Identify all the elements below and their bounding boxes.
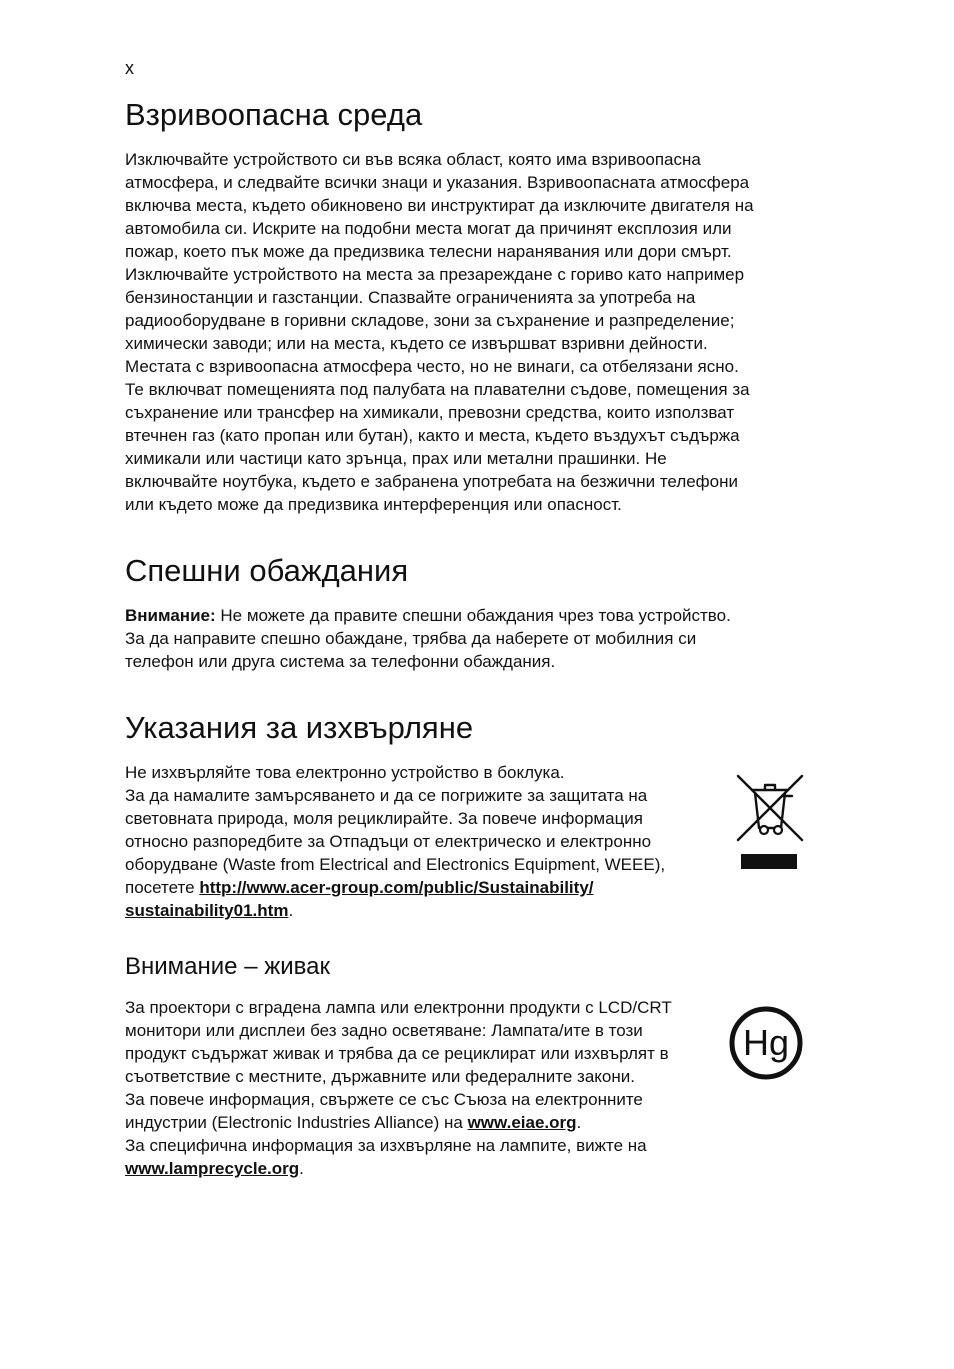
- body-line: световната природа, моля рециклирайте. За повече информация: [125, 809, 644, 828]
- mercury-hg-label: Hg: [742, 1022, 790, 1063]
- disposal-section-body: [125, 761, 725, 922]
- body-line: телефон или друга система за телефонни обаждания.: [125, 652, 556, 671]
- body-line: Те включват помещенията под палубата на плавателни съдове, помещения за: [125, 380, 750, 399]
- sustainability-link-continued[interactable]: sustainability01.htm: [125, 901, 289, 920]
- body-line: Местата с взривоопасна атмосфера често, но не винаги, са отбелязани ясно.: [125, 357, 739, 376]
- body-line: Изключвайте устройството си във всяка област, която има взривоопасна: [125, 150, 701, 169]
- body-line: Не изхвърляйте това електронно устройство в боклука.: [125, 763, 565, 782]
- body-line: включвайте ноутбука, където е забранена употребата на безжични телефони: [125, 472, 739, 491]
- body-line: [125, 899, 725, 922]
- body-line: атмосфера, и следвайте всички знаци и указания. Взривоопасната атмосфера: [125, 173, 750, 192]
- explosive-section-body: [125, 148, 815, 516]
- weee-crossed-bin-icon: [736, 774, 804, 870]
- body-line: автомобила си. Искрите на подобни места могат да причинят експлозия или: [125, 219, 732, 238]
- visit-prefix: посетете: [125, 878, 200, 897]
- body-line: монитори или дисплеи без задно осветяване: Лампата/ите в този: [125, 1021, 643, 1040]
- body-line: втечнен газ (като пропан или бутан), както и места, където въздухът съдържа: [125, 426, 740, 445]
- body-line: относно разпоредбите за Отпадъци от електрическо и електронно: [125, 832, 652, 851]
- eiae-link[interactable]: www.eiae.org: [467, 1113, 577, 1132]
- mercury-section-title: Внимание – живак: [125, 953, 330, 980]
- mercury-section-body: [125, 996, 725, 1180]
- body-line: [125, 604, 815, 627]
- mercury-hg-icon: [728, 1005, 804, 1081]
- sustainability-link[interactable]: http://www.acer-group.com/public/Sustainability/: [199, 878, 594, 897]
- body-line: За повече информация, свържете се със Съюза на електронните: [125, 1090, 643, 1109]
- explosive-section-title: Взривоопасна среда: [125, 97, 423, 132]
- body-line: За да направите спешно обаждане, трябва да наберете от мобилния си: [125, 629, 697, 648]
- disposal-section-title: Указания за изхвърляне: [125, 710, 474, 745]
- body-line: съответствие с местните, държавните или федералните закони.: [125, 1067, 635, 1086]
- body-line: включва места, където обикновено ви инструктират да изключите двигателя на: [125, 196, 754, 215]
- body-line: радиооборудване в горивни складове, зони за съхранение и разпределение;: [125, 311, 735, 330]
- body-line: оборудване (Waste from Electrical and Electronics Equipment, WEEE),: [125, 855, 666, 874]
- link-period: .: [576, 1113, 582, 1132]
- body-line: [125, 876, 725, 899]
- link-period: .: [299, 1159, 304, 1178]
- body-line: пожар, което пък може да предизвика телесни наранявания или дори смърт.: [125, 242, 732, 261]
- body-line: продукт съдържат живак и трябва да се рециклират или изхвърлят в: [125, 1044, 669, 1063]
- body-line: [125, 1111, 725, 1134]
- warning-label: Внимание:: [125, 606, 216, 625]
- body-line: За да намалите замърсяването и да се погрижите за защитата на: [125, 786, 648, 805]
- body-line: съхранение или трансфер на химикали, превозни средства, които използват: [125, 403, 735, 422]
- body-line: химикали или частици като зрънца, прах или метални прашинки. Не: [125, 449, 667, 468]
- body-line: За проектори с вградена лампа или електронни продукти с LCD/CRT: [125, 998, 672, 1017]
- body-line: [125, 1157, 725, 1180]
- body-line: За специфична информация за изхвърляне на лампите, вижте на: [125, 1136, 647, 1155]
- emergency-section-body: [125, 604, 815, 673]
- body-line: Изключвайте устройството на места за презареждане с гориво като например: [125, 265, 745, 284]
- link-period: .: [288, 901, 294, 920]
- emergency-section-title: Спешни обаждания: [125, 553, 409, 588]
- lamprecycle-link[interactable]: www.lamprecycle.org: [125, 1159, 300, 1178]
- body-line: бензиностанции и газстанции. Спазвайте ограниченията за употреба на: [125, 288, 696, 307]
- eia-prefix: индустрии (Electronic Industries Alliance) на: [125, 1113, 468, 1132]
- page-number: x: [125, 58, 134, 78]
- body-line: химически заводи; или на места, където се извършват взривни дейности.: [125, 334, 708, 353]
- body-line: или където може да предизвика интерференция или опасност.: [125, 495, 622, 514]
- warning-text: Не можете да правите спешни обаждания чрез това устройство.: [215, 606, 731, 625]
